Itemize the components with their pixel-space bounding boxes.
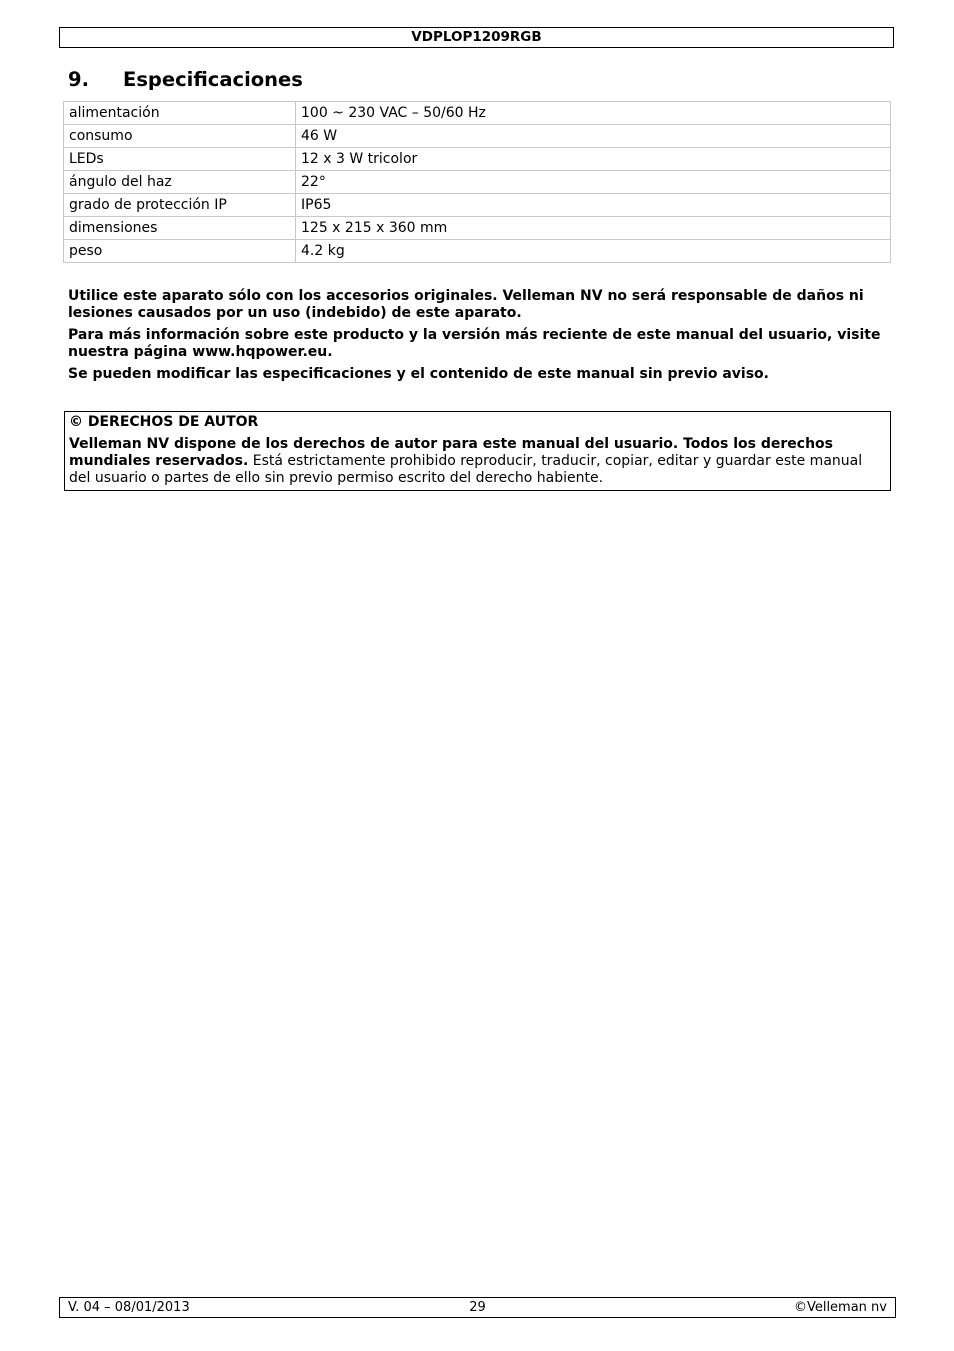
table-row — [64, 102, 891, 125]
spec-value: IP65 — [296, 194, 891, 217]
table-row — [64, 240, 891, 263]
page-number: 29 — [469, 1300, 486, 1315]
document-footer — [59, 1297, 896, 1318]
modification-note: Se pueden modificar las especificaciones y el contenido de este manual sin previo aviso. — [68, 366, 769, 382]
section-number: 9. — [68, 68, 89, 91]
spec-label: consumo — [64, 125, 296, 148]
table-row — [64, 148, 891, 171]
table-row — [64, 194, 891, 217]
more-info-note: Para más información sobre este producto y la versión más reciente de este manual del usuario, visite nuestra página www.hqpower.eu. — [68, 327, 881, 360]
spec-label: grado de protección IP — [64, 194, 296, 217]
copyright-box — [64, 411, 891, 491]
copyright-text: Está estrictamente prohibido reproducir, traducir, copiar, editar y guardar este manual del usuario o partes de ello sin previo permiso escrito del derecho habiente. — [69, 453, 863, 486]
copyright-owner: ©Velleman nv — [793, 1300, 887, 1315]
document-header — [59, 27, 894, 48]
copyright-body — [69, 436, 886, 487]
model-name: VDPLOP1209RGB — [411, 29, 542, 45]
table-row — [64, 125, 891, 148]
copyright-bold-text: Velleman NV dispone de los derechos de autor para este manual del usuario. Todos los derechos mundiales reservados. — [69, 436, 834, 469]
spec-label: alimentación — [64, 102, 296, 125]
notes-block — [68, 288, 892, 388]
spec-label: LEDs — [64, 148, 296, 171]
spec-label: peso — [64, 240, 296, 263]
spec-value: 46 W — [296, 125, 891, 148]
spec-value: 22° — [296, 171, 891, 194]
specifications-table — [63, 101, 891, 263]
copyright-title: © DERECHOS DE AUTOR — [69, 414, 259, 430]
table-row — [64, 171, 891, 194]
version-date: V. 04 – 08/01/2013 — [68, 1300, 190, 1315]
spec-value: 125 x 215 x 360 mm — [296, 217, 891, 240]
spec-value: 4.2 kg — [296, 240, 891, 263]
section-heading — [68, 67, 303, 93]
spec-value: 12 x 3 W tricolor — [296, 148, 891, 171]
table-row — [64, 217, 891, 240]
accessories-note: Utilice este aparato sólo con los accesorios originales. Velleman NV no será responsable de daños ni lesiones causados por un uso (indebido) de este aparato. — [68, 288, 864, 321]
spec-label: ángulo del haz — [64, 171, 296, 194]
spec-value: 100 ~ 230 VAC – 50/60 Hz — [296, 102, 891, 125]
section-title: Especificaciones — [123, 68, 303, 91]
spec-label: dimensiones — [64, 217, 296, 240]
